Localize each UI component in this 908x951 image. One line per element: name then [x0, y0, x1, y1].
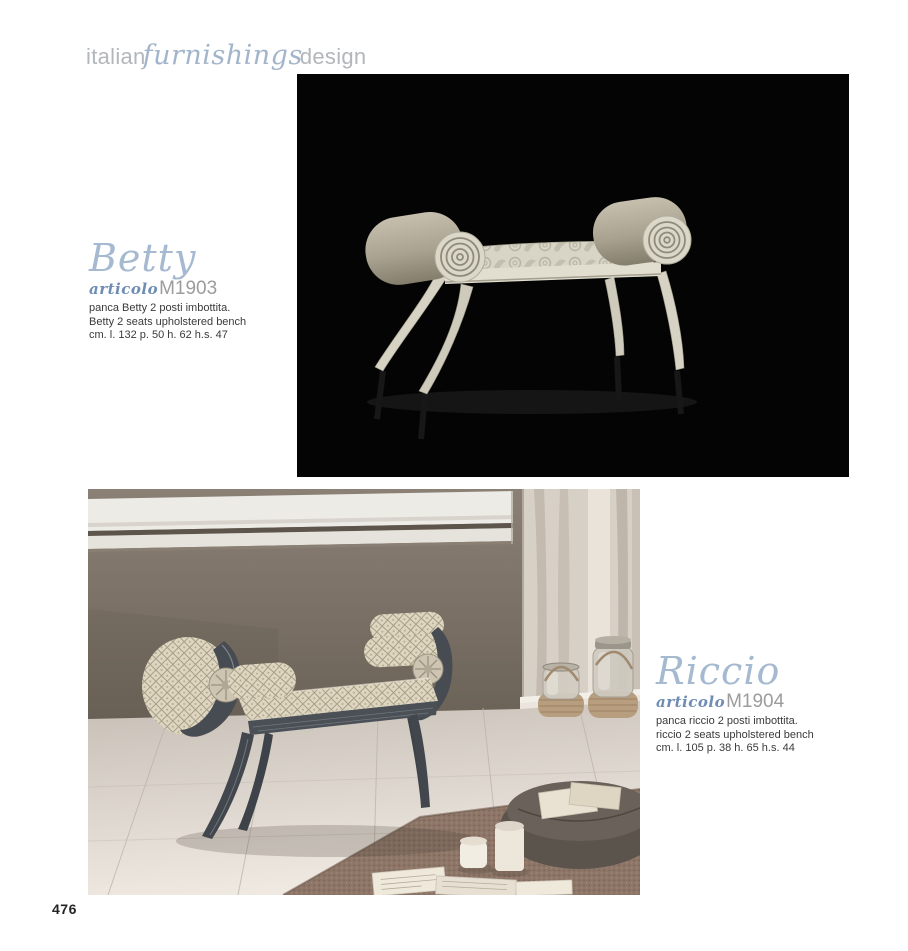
betty-product-photo [297, 74, 849, 477]
description-english: Betty 2 seats upholstered bench [89, 315, 247, 328]
article-code: M1904 [726, 691, 785, 712]
description-block [656, 715, 886, 756]
riccio-photo-illustration [88, 489, 640, 895]
wall-molding [88, 491, 513, 552]
article-line [89, 280, 319, 299]
lantern-jar-small [538, 663, 584, 717]
product-name: Riccio [656, 649, 781, 693]
article-label: articolo [656, 693, 726, 711]
left-spiral-cap [435, 232, 485, 282]
riccio-product-photo [88, 489, 640, 895]
product-name: Betty [89, 236, 197, 280]
riccio-product-info [656, 649, 886, 756]
article-code: M1903 [159, 278, 218, 299]
article-line [656, 693, 886, 712]
dimensions: cm. l. 105 p. 38 h. 65 h.s. 44 [656, 742, 795, 754]
right-spiral-cap [643, 216, 691, 264]
article-label: articolo [89, 280, 159, 298]
brand-word-italian: italian [86, 44, 146, 69]
description-italian: panca riccio 2 posti imbottita. [656, 715, 798, 727]
page-number: 476 [52, 901, 77, 917]
brand-logo [86, 40, 366, 71]
description-english: riccio 2 seats upholstered bench [656, 728, 814, 741]
description-italian: panca Betty 2 posti imbottita. [89, 302, 231, 314]
description-block [89, 302, 319, 343]
betty-product-info [89, 236, 319, 343]
bench-shadow [176, 825, 480, 857]
brand-word-furnishings: furnishings [142, 40, 303, 71]
brand-word-design: design [299, 44, 367, 69]
dimensions: cm. l. 132 p. 50 h. 62 h.s. 47 [89, 329, 228, 341]
betty-photo-illustration [297, 74, 849, 477]
